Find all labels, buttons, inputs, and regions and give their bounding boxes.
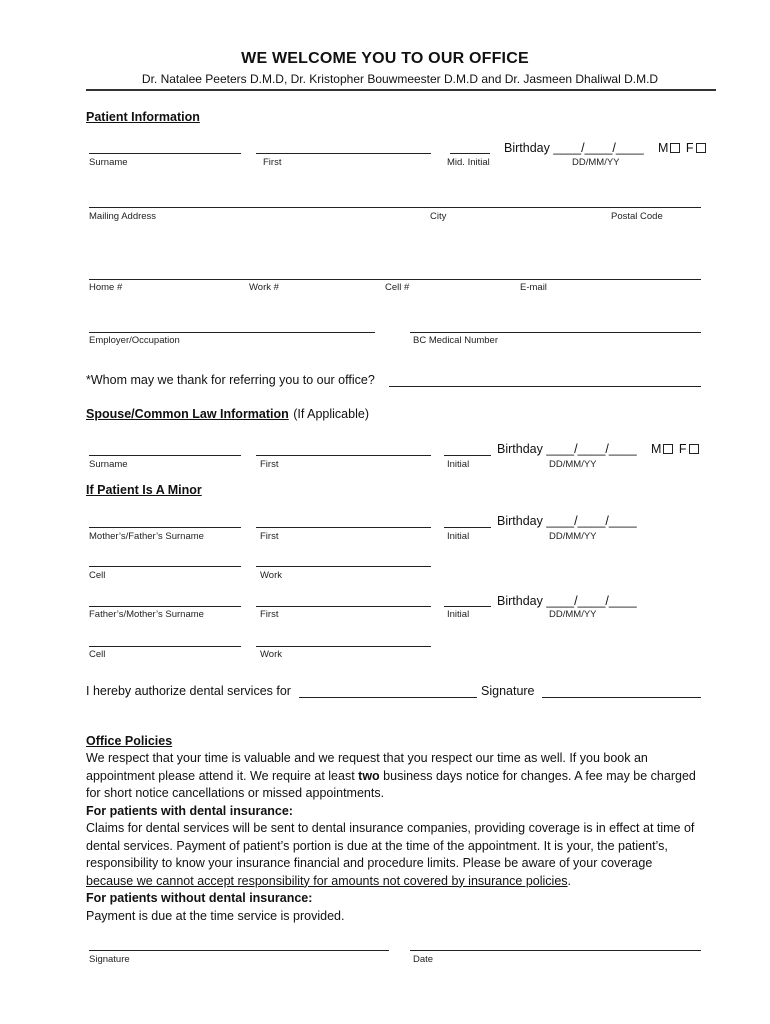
- phone-email-line[interactable]: [89, 279, 701, 280]
- authorize-name-line[interactable]: [299, 697, 477, 698]
- spouse-label-date-format: DD/MM/YY: [549, 459, 597, 470]
- patient-first-line[interactable]: [256, 153, 431, 154]
- policy-line: Payment is due at the time service is provided.: [86, 908, 345, 923]
- label-date-format: DD/MM/YY: [572, 157, 620, 168]
- policy-line: dental services. Payment of patient’s portion is due at the time of the appointment. It is your, the patient’s,: [86, 838, 668, 853]
- label-postal-code: Postal Code: [611, 211, 663, 222]
- label-parent1-cell: Cell: [89, 570, 106, 581]
- header-rule: [86, 89, 716, 91]
- spouse-sex-f-label: F: [678, 442, 687, 456]
- authorize-text: I hereby authorize dental services for: [86, 684, 291, 698]
- parent2-surname-line[interactable]: [89, 606, 241, 607]
- spouse-label-surname: Surname: [89, 459, 128, 470]
- label-parent2-surname: Father’s/Mother’s Surname: [89, 609, 204, 620]
- label-work-phone: Work #: [249, 282, 279, 293]
- authorize-signature-label: Signature: [481, 684, 535, 698]
- spouse-sex-f-checkbox[interactable]: [689, 444, 699, 454]
- label-parent1-initial: Initial: [447, 531, 470, 542]
- spouse-first-line[interactable]: [256, 455, 431, 456]
- label-parent2-work: Work: [260, 649, 282, 660]
- parent2-cell-line[interactable]: [89, 646, 241, 647]
- spouse-surname-line[interactable]: [89, 455, 241, 456]
- bc-medical-line[interactable]: [410, 332, 701, 333]
- label-email: E-mail: [520, 282, 547, 293]
- sex-m-label: M: [658, 141, 669, 155]
- parent1-initial-line[interactable]: [444, 527, 491, 528]
- employer-line[interactable]: [89, 332, 375, 333]
- spouse-sex-m-label: M: [651, 442, 662, 456]
- two-emphasis: two: [358, 768, 380, 783]
- label-first: First: [263, 157, 282, 168]
- policy-line: because we cannot accept responsibility for amounts not covered by insurance policies.: [86, 873, 572, 888]
- referral-line[interactable]: [389, 386, 701, 387]
- parent1-first-line[interactable]: [256, 527, 431, 528]
- patient-sex-selector[interactable]: [658, 141, 708, 155]
- referral-question: *Whom may we thank for referring you to our office?: [86, 373, 375, 387]
- footer-signature-line[interactable]: [89, 950, 389, 951]
- label-mailing-address: Mailing Address: [89, 211, 157, 222]
- patient-initial-line[interactable]: [450, 153, 490, 154]
- label-parent2-date-format: DD/MM/YY: [549, 609, 597, 620]
- footer-date-line[interactable]: [410, 950, 701, 951]
- parent2-initial-line[interactable]: [444, 606, 491, 607]
- mailing-address-line[interactable]: [89, 207, 701, 208]
- sex-m-checkbox[interactable]: [670, 143, 680, 153]
- spouse-heading: Spouse/Common Law Information: [86, 407, 289, 421]
- parent1-cell-line[interactable]: [89, 566, 241, 567]
- parent1-surname-line[interactable]: [89, 527, 241, 528]
- label-parent2-first: First: [260, 609, 279, 620]
- label-footer-date: Date: [413, 954, 434, 965]
- spouse-sex-selector[interactable]: [651, 442, 701, 456]
- label-surname: Surname: [89, 157, 128, 168]
- insurance-heading: For patients with dental insurance:: [86, 803, 293, 818]
- label-parent2-initial: Initial: [447, 609, 470, 620]
- spouse-label-first: First: [260, 459, 279, 470]
- label-home-phone: Home #: [89, 282, 123, 293]
- spouse-sex-m-checkbox[interactable]: [663, 444, 673, 454]
- parent1-work-line[interactable]: [256, 566, 431, 567]
- policies-body: [86, 750, 696, 925]
- parent2-birthday[interactable]: Birthday ____/____/____: [497, 594, 637, 608]
- sex-f-label: F: [685, 141, 694, 155]
- parent1-birthday[interactable]: Birthday ____/____/____: [497, 514, 637, 528]
- label-parent1-work: Work: [260, 570, 282, 581]
- patient-info-heading: Patient Information: [86, 110, 200, 124]
- label-mid-initial: Mid. Initial: [447, 157, 490, 168]
- sex-f-checkbox[interactable]: [696, 143, 706, 153]
- spouse-heading-note: (If Applicable): [293, 407, 369, 421]
- patient-surname-line[interactable]: [89, 153, 241, 154]
- minor-heading: If Patient Is A Minor: [86, 483, 202, 497]
- doctors-subtitle: Dr. Natalee Peeters D.M.D, Dr. Kristopher Bouwmeester D.M.D and Dr. Jasmeen Dhaliwal D.M.D: [141, 72, 659, 86]
- label-parent1-surname: Mother’s/Father’s Surname: [89, 531, 204, 542]
- responsibility-disclaimer: we cannot accept responsibility for amounts not covered by insurance policies: [136, 873, 568, 888]
- label-parent2-cell: Cell: [89, 649, 106, 660]
- spouse-birthday[interactable]: Birthday ____/____/____: [497, 442, 637, 456]
- label-footer-signature: Signature: [89, 954, 130, 965]
- policy-line: for short notice cancellations or missed appointments.: [86, 786, 385, 800]
- label-employer: Employer/Occupation: [89, 335, 180, 346]
- label-parent1-first: First: [260, 531, 279, 542]
- label-cell-phone: Cell #: [385, 282, 410, 293]
- patient-birthday[interactable]: Birthday ____/____/____: [504, 141, 644, 155]
- no-insurance-heading: For patients without dental insurance:: [86, 891, 313, 905]
- parent2-work-line[interactable]: [256, 646, 431, 647]
- label-parent1-date-format: DD/MM/YY: [549, 531, 597, 542]
- label-city: City: [430, 211, 447, 222]
- label-bc-medical: BC Medical Number: [413, 335, 498, 346]
- spouse-heading-row: [86, 405, 369, 423]
- policies-heading: Office Policies: [86, 734, 173, 748]
- policy-line: appointment please attend it. We require at least two business days notice for changes. A fee may be charged: [86, 768, 696, 783]
- parent2-first-line[interactable]: [256, 606, 431, 607]
- policy-line: We respect that your time is valuable and we request that you respect our time as well. If you book an: [86, 751, 648, 765]
- spouse-initial-line[interactable]: [444, 455, 491, 456]
- spouse-label-initial: Initial: [447, 459, 470, 470]
- authorize-signature-line[interactable]: [542, 697, 701, 698]
- policy-line: responsibility to know your insurance financial and procedure limits. Please be aware of your coverage: [86, 856, 653, 870]
- page-title: WE WELCOME YOU TO OUR OFFICE: [241, 50, 529, 67]
- policy-line: Claims for dental services will be sent to dental insurance companies, providing coverage is in effect at time of: [86, 821, 695, 835]
